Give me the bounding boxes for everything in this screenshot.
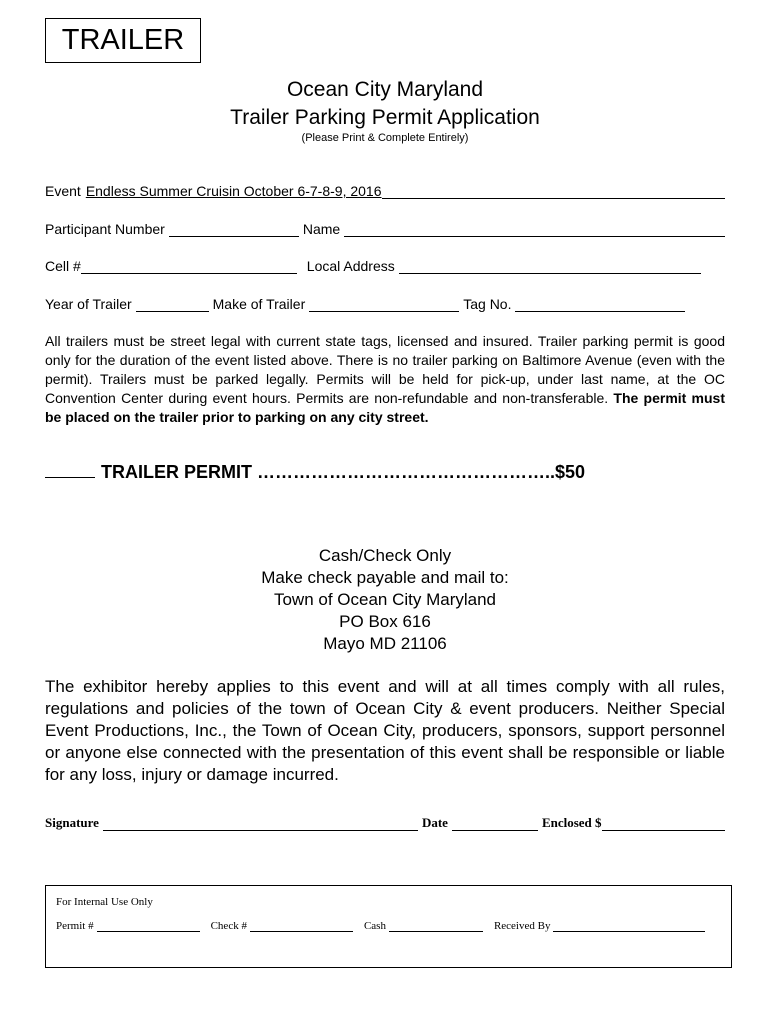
internal-permit-label: Permit # bbox=[56, 920, 94, 932]
rules-paragraph bbox=[45, 332, 725, 427]
event-field-line[interactable] bbox=[382, 183, 726, 199]
internal-permit-field[interactable] bbox=[97, 920, 200, 932]
payee-city-zip: Mayo MD 21106 bbox=[323, 634, 447, 653]
cell-row bbox=[45, 258, 725, 274]
cell-label: Cell # bbox=[45, 258, 81, 274]
rules-bold-text: The permit must be placed on the trailer prior to parking on any city street. bbox=[45, 390, 726, 425]
local-address-label: Local Address bbox=[306, 258, 395, 274]
name-field[interactable] bbox=[344, 222, 725, 237]
internal-received-by-label: Received By bbox=[493, 920, 551, 932]
rules-text: All trailers must be street legal with current state tags, licensed and insured. Trailer parking permit is good only for the duration of the event listed above. There is no trailer parking on Baltimore Avenue (even with the permit). Trailers must be parked legally. Permits will be held for pick-up, under last name, at the OC Convention Center during event hours. Permits are non-refundable and non-transferable. bbox=[45, 333, 725, 406]
enclosed-amount-field[interactable] bbox=[602, 817, 725, 831]
participant-row bbox=[45, 221, 725, 237]
event-row bbox=[45, 183, 725, 199]
internal-use-title: For Internal Use Only bbox=[56, 896, 153, 908]
trailer-tag-box: TRAILER bbox=[45, 18, 201, 63]
internal-use-box bbox=[45, 885, 732, 968]
tag-number-label: Tag No. bbox=[463, 296, 512, 312]
internal-cash-label: Cash bbox=[363, 920, 386, 932]
form-subtitle: (Please Print & Complete Entirely) bbox=[301, 132, 469, 144]
cell-field[interactable] bbox=[81, 259, 297, 274]
tag-number-field[interactable] bbox=[515, 297, 685, 312]
year-of-trailer-label: Year of Trailer bbox=[45, 296, 132, 312]
payment-instructions: Make check payable and mail to: bbox=[261, 568, 509, 587]
trailer-permit-dots: ………………………………………….. bbox=[257, 462, 556, 482]
payee-name: Town of Ocean City Maryland bbox=[273, 590, 497, 609]
local-address-field[interactable] bbox=[399, 259, 701, 274]
date-field[interactable] bbox=[452, 817, 538, 831]
internal-cash-field[interactable] bbox=[389, 920, 483, 932]
year-of-trailer-field[interactable] bbox=[136, 297, 209, 312]
trailer-permit-row bbox=[45, 459, 725, 483]
permit-quantity-field[interactable] bbox=[45, 459, 95, 478]
make-of-trailer-label: Make of Trailer bbox=[212, 296, 306, 312]
signature-row bbox=[45, 815, 725, 831]
make-of-trailer-field[interactable] bbox=[309, 297, 459, 312]
payee-po-box: PO Box 616 bbox=[339, 612, 431, 631]
internal-received-by-field[interactable] bbox=[553, 920, 705, 932]
form-title: Trailer Parking Permit Application bbox=[230, 106, 540, 129]
internal-check-label: Check # bbox=[210, 920, 247, 932]
enclosed-label: Enclosed $ bbox=[541, 815, 602, 830]
participant-number-field[interactable] bbox=[169, 222, 299, 237]
signature-label: Signature bbox=[45, 815, 99, 830]
internal-check-field[interactable] bbox=[250, 920, 353, 932]
internal-use-row bbox=[56, 920, 708, 932]
trailer-permit-price: $50 bbox=[555, 462, 586, 482]
trailer-permit-label: TRAILER PERMIT bbox=[101, 462, 252, 482]
trailer-details-row bbox=[45, 296, 725, 312]
exhibitor-agreement: The exhibitor hereby applies to this event and will at all times comply with all rules, regulations and policies of the town of Ocean City & event producers. Neither Special Event Productions, Inc., the Town of Ocean City, producers, sponsors, support personnel or anyone else connected with the presentation of this event shall be responsible or liable for any loss, injury or damage incurred. bbox=[45, 677, 725, 784]
payment-method: Cash/Check Only bbox=[318, 546, 452, 565]
name-label: Name bbox=[302, 221, 341, 237]
event-label: Event bbox=[45, 183, 81, 199]
event-value[interactable]: Endless Summer Cruisin October 6-7-8-9, 2016 bbox=[85, 183, 382, 199]
signature-field[interactable] bbox=[103, 817, 418, 831]
participant-number-label: Participant Number bbox=[45, 221, 165, 237]
date-label: Date bbox=[421, 815, 448, 830]
form-title-city: Ocean City Maryland bbox=[286, 78, 484, 101]
